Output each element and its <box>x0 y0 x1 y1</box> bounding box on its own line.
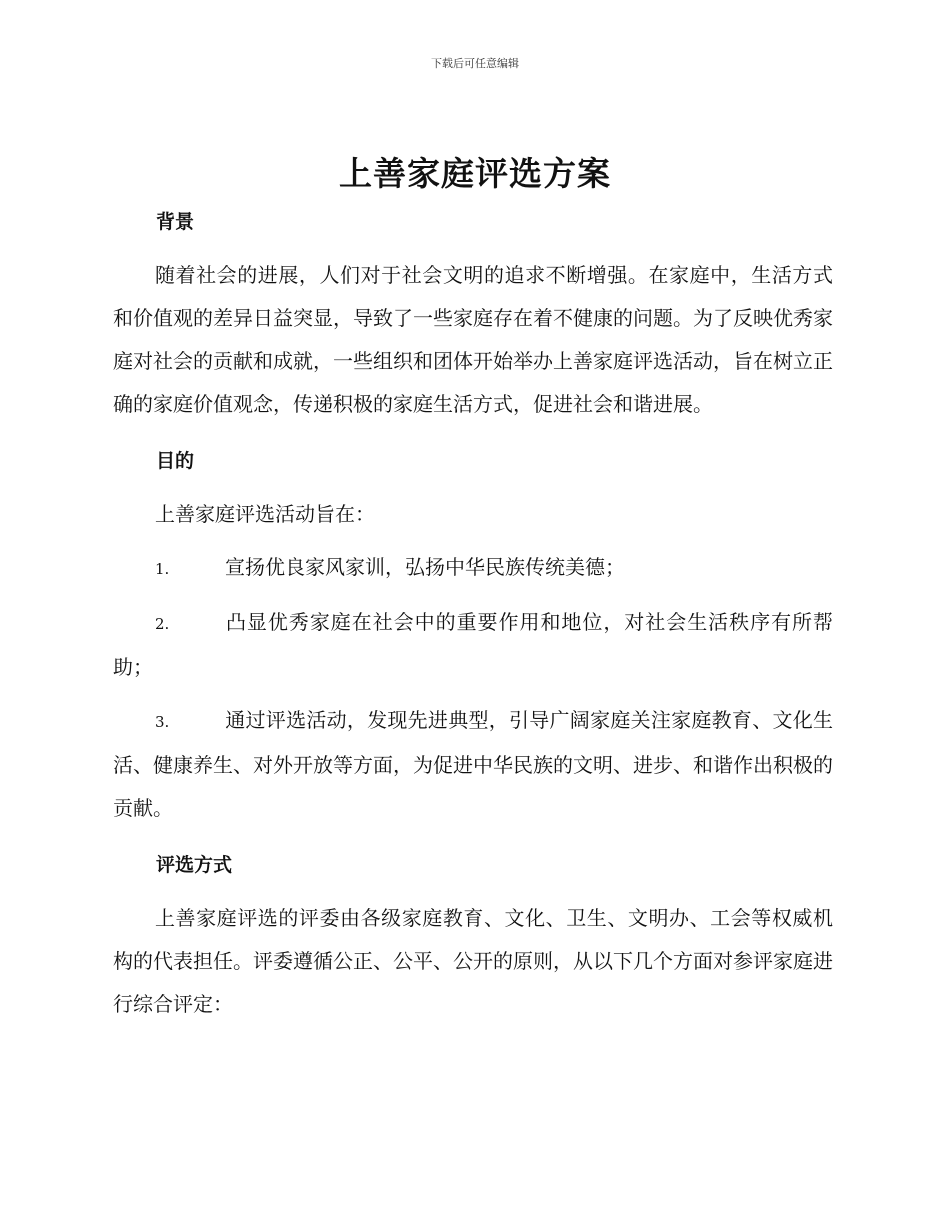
document-title: 上善家庭评选方案 <box>339 154 611 193</box>
list-text: 通过评选活动，发现先进典型，引导广阔家庭关注家庭教育、文化生活、健康养生、对外开放等方面，为促进中华民族的文明、进步、和谐作出积极的贡献。 <box>113 708 833 820</box>
background-paragraph: 随着社会的进展，人们对于社会文明的追求不断增强。在家庭中，生活方式和价值观的差异日益突显，导致了一些家庭存在着不健康的问题。为了反映优秀家庭对社会的贡献和成就，一些组织和团体开始举办上善家庭评选活动，旨在树立正确的家庭价值观念，传递积极的家庭生活方式，促进社会和谐进展。 <box>113 263 833 416</box>
list-number: 2. <box>155 615 170 633</box>
section-heading-method: 评选方式 <box>156 854 233 876</box>
purpose-list-item <box>113 601 833 689</box>
list-text: 宣扬优良家风家训，弘扬中华民族传统美德； <box>225 555 625 579</box>
method-paragraph: 上善家庭评选的评委由各级家庭教育、文化、卫生、文明办、工会等权威机构的代表担任。评委遵循公正、公平、公开的原则，从以下几个方面对参评家庭进行综合评定： <box>113 906 833 1016</box>
list-number: 1. <box>155 560 170 578</box>
purpose-list-item <box>113 546 833 591</box>
purpose-intro: 上善家庭评选活动旨在： <box>155 502 375 526</box>
list-number: 3. <box>155 713 170 731</box>
document-body <box>113 200 833 1026</box>
section-heading-background: 背景 <box>156 211 195 233</box>
purpose-list-item <box>113 699 833 830</box>
section-heading-purpose: 目的 <box>156 450 195 472</box>
header-note: 下载后可任意编辑 <box>431 57 519 70</box>
list-text: 凸显优秀家庭在社会中的重要作用和地位，对社会生活秩序有所帮助； <box>113 610 833 679</box>
